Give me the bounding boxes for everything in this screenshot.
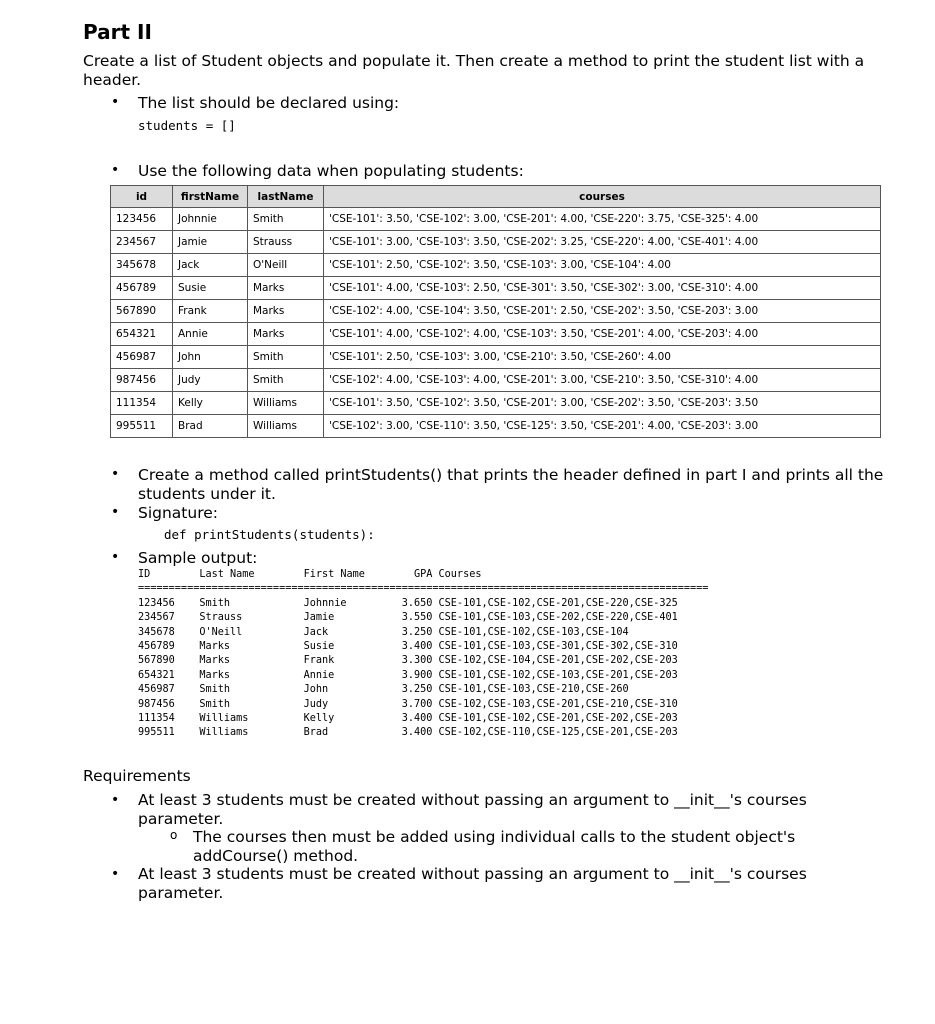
cell-firstname: Jack [173, 254, 248, 277]
cell-lastname: Smith [248, 208, 324, 231]
cell-firstname: Frank [173, 300, 248, 323]
cell-id: 987456 [111, 369, 173, 392]
cell-courses: 'CSE-101': 3.50, 'CSE-102': 3.50, 'CSE-201': 3.00, 'CSE-202': 3.50, 'CSE-203': 3.50 [324, 392, 881, 415]
column-header-id: id [111, 186, 173, 208]
requirement-2-line-1: The courses then must be added using individual calls to the student object's [193, 828, 796, 846]
sample-output-label: Sample output: [138, 549, 258, 567]
cell-lastname: Marks [248, 300, 324, 323]
table-row [111, 277, 881, 300]
students-data-table [110, 185, 881, 438]
cell-lastname: Smith [248, 346, 324, 369]
requirement-3-line-1: At least 3 students must be created without passing an argument to __init__'s courses [138, 865, 807, 883]
bullet-dot: • [111, 162, 120, 178]
intro-line-1: Create a list of Student objects and populate it. Then create a method to print the student list with a [83, 52, 865, 70]
sample-output-block: ID Last Name First Name GPA Courses ============================================================================================= 123456 Smith Johnnie 3.650 CSE-101,CSE-102,CSE-201,CSE-220,CSE-325 234567 Strauss Jamie 3.550 CSE-101,CSE-103,CSE-202,CSE-220,CSE-401 345678 O'Neill Jack 3.250 CSE-101,CSE-102,CSE-103,CSE-104 456789 Marks Susie 3.400 CSE-101,CSE-103,CSE-301,CSE-302,CSE-310 567890 Marks Frank 3.300 CSE-102,CSE-104,CSE-201,CSE-202,CSE-203 654321 Marks Annie 3.900 CSE-101,CSE-102,CSE-103,CSE-201,CSE-203 456987 Smith John 3.250 CSE-101,CSE-103,CSE-210,CSE-260 987456 Smith Judy 3.700 CSE-102,CSE-103,CSE-201,CSE-210,CSE-310 111354 Williams Kelly 3.400 CSE-101,CSE-102,CSE-201,CSE-202,CSE-203 995511 Williams Brad 3.400 CSE-102,CSE-110,CSE-125,CSE-201,CSE-203 [138, 569, 709, 739]
cell-courses: 'CSE-101': 4.00, 'CSE-102': 4.00, 'CSE-103': 3.50, 'CSE-201': 4.00, 'CSE-203': 4.00 [324, 323, 881, 346]
requirement-3-line-2: parameter. [138, 884, 224, 902]
intro-line-2: header. [83, 71, 142, 89]
cell-id: 654321 [111, 323, 173, 346]
bullet-dot: • [111, 792, 120, 808]
cell-courses: 'CSE-101': 2.50, 'CSE-103': 3.00, 'CSE-210': 3.50, 'CSE-260': 4.00 [324, 346, 881, 369]
signature-code: def printStudents(students): [164, 527, 375, 542]
bullet-dot: • [111, 94, 120, 110]
cell-courses: 'CSE-101': 3.00, 'CSE-103': 3.50, 'CSE-202': 3.25, 'CSE-220': 4.00, 'CSE-401': 4.00 [324, 231, 881, 254]
create-method-line-2: students under it. [138, 485, 276, 503]
create-method-line-1: Create a method called printStudents() that prints the header defined in part I and prints all the [138, 466, 884, 484]
cell-firstname: Brad [173, 415, 248, 438]
signature-label: Signature: [138, 504, 218, 522]
table-row [111, 254, 881, 277]
requirement-1-line-2: parameter. [138, 810, 224, 828]
cell-id: 234567 [111, 231, 173, 254]
declare-label: The list should be declared using: [138, 94, 400, 112]
cell-lastname: Williams [248, 415, 324, 438]
table-row [111, 369, 881, 392]
table-row [111, 208, 881, 231]
cell-id: 345678 [111, 254, 173, 277]
column-header-courses: courses [324, 186, 881, 208]
table-header-row [111, 186, 881, 208]
requirements-heading: Requirements [83, 767, 191, 785]
requirement-2-line-2: addCourse() method. [193, 847, 359, 865]
cell-lastname: O'Neill [248, 254, 324, 277]
cell-courses: 'CSE-101': 2.50, 'CSE-102': 3.50, 'CSE-103': 3.00, 'CSE-104': 4.00 [324, 254, 881, 277]
table-row [111, 323, 881, 346]
cell-firstname: Susie [173, 277, 248, 300]
cell-firstname: John [173, 346, 248, 369]
table-row [111, 392, 881, 415]
bullet-dot: • [111, 866, 120, 882]
table-row [111, 346, 881, 369]
cell-lastname: Williams [248, 392, 324, 415]
cell-id: 123456 [111, 208, 173, 231]
sub-bullet-circle: o [170, 828, 178, 842]
cell-courses: 'CSE-102': 3.00, 'CSE-110': 3.50, 'CSE-125': 3.50, 'CSE-201': 4.00, 'CSE-203': 3.00 [324, 415, 881, 438]
cell-firstname: Jamie [173, 231, 248, 254]
cell-firstname: Johnnie [173, 208, 248, 231]
page-title: Part II [83, 20, 152, 44]
table-row [111, 300, 881, 323]
column-header-lastname: lastName [248, 186, 324, 208]
bullet-dot: • [111, 466, 120, 482]
cell-lastname: Marks [248, 323, 324, 346]
cell-lastname: Strauss [248, 231, 324, 254]
cell-courses: 'CSE-101': 4.00, 'CSE-103': 2.50, 'CSE-301': 3.50, 'CSE-302': 3.00, 'CSE-310': 4.00 [324, 277, 881, 300]
cell-id: 456987 [111, 346, 173, 369]
cell-id: 111354 [111, 392, 173, 415]
table-row [111, 415, 881, 438]
cell-id: 567890 [111, 300, 173, 323]
bullet-dot: • [111, 549, 120, 565]
cell-courses: 'CSE-101': 3.50, 'CSE-102': 3.00, 'CSE-201': 4.00, 'CSE-220': 3.75, 'CSE-325': 4.00 [324, 208, 881, 231]
cell-courses: 'CSE-102': 4.00, 'CSE-103': 4.00, 'CSE-201': 3.00, 'CSE-210': 3.50, 'CSE-310': 4.00 [324, 369, 881, 392]
cell-courses: 'CSE-102': 4.00, 'CSE-104': 3.50, 'CSE-201': 2.50, 'CSE-202': 3.50, 'CSE-203': 3.00 [324, 300, 881, 323]
cell-id: 995511 [111, 415, 173, 438]
requirement-1-line-1: At least 3 students must be created without passing an argument to __init__'s courses [138, 791, 807, 809]
cell-firstname: Kelly [173, 392, 248, 415]
cell-firstname: Judy [173, 369, 248, 392]
cell-firstname: Annie [173, 323, 248, 346]
cell-lastname: Smith [248, 369, 324, 392]
declare-code: students = [] [138, 118, 236, 133]
use-data-label: Use the following data when populating students: [138, 162, 524, 180]
cell-lastname: Marks [248, 277, 324, 300]
table-row [111, 231, 881, 254]
column-header-firstname: firstName [173, 186, 248, 208]
cell-id: 456789 [111, 277, 173, 300]
bullet-dot: • [111, 504, 120, 520]
